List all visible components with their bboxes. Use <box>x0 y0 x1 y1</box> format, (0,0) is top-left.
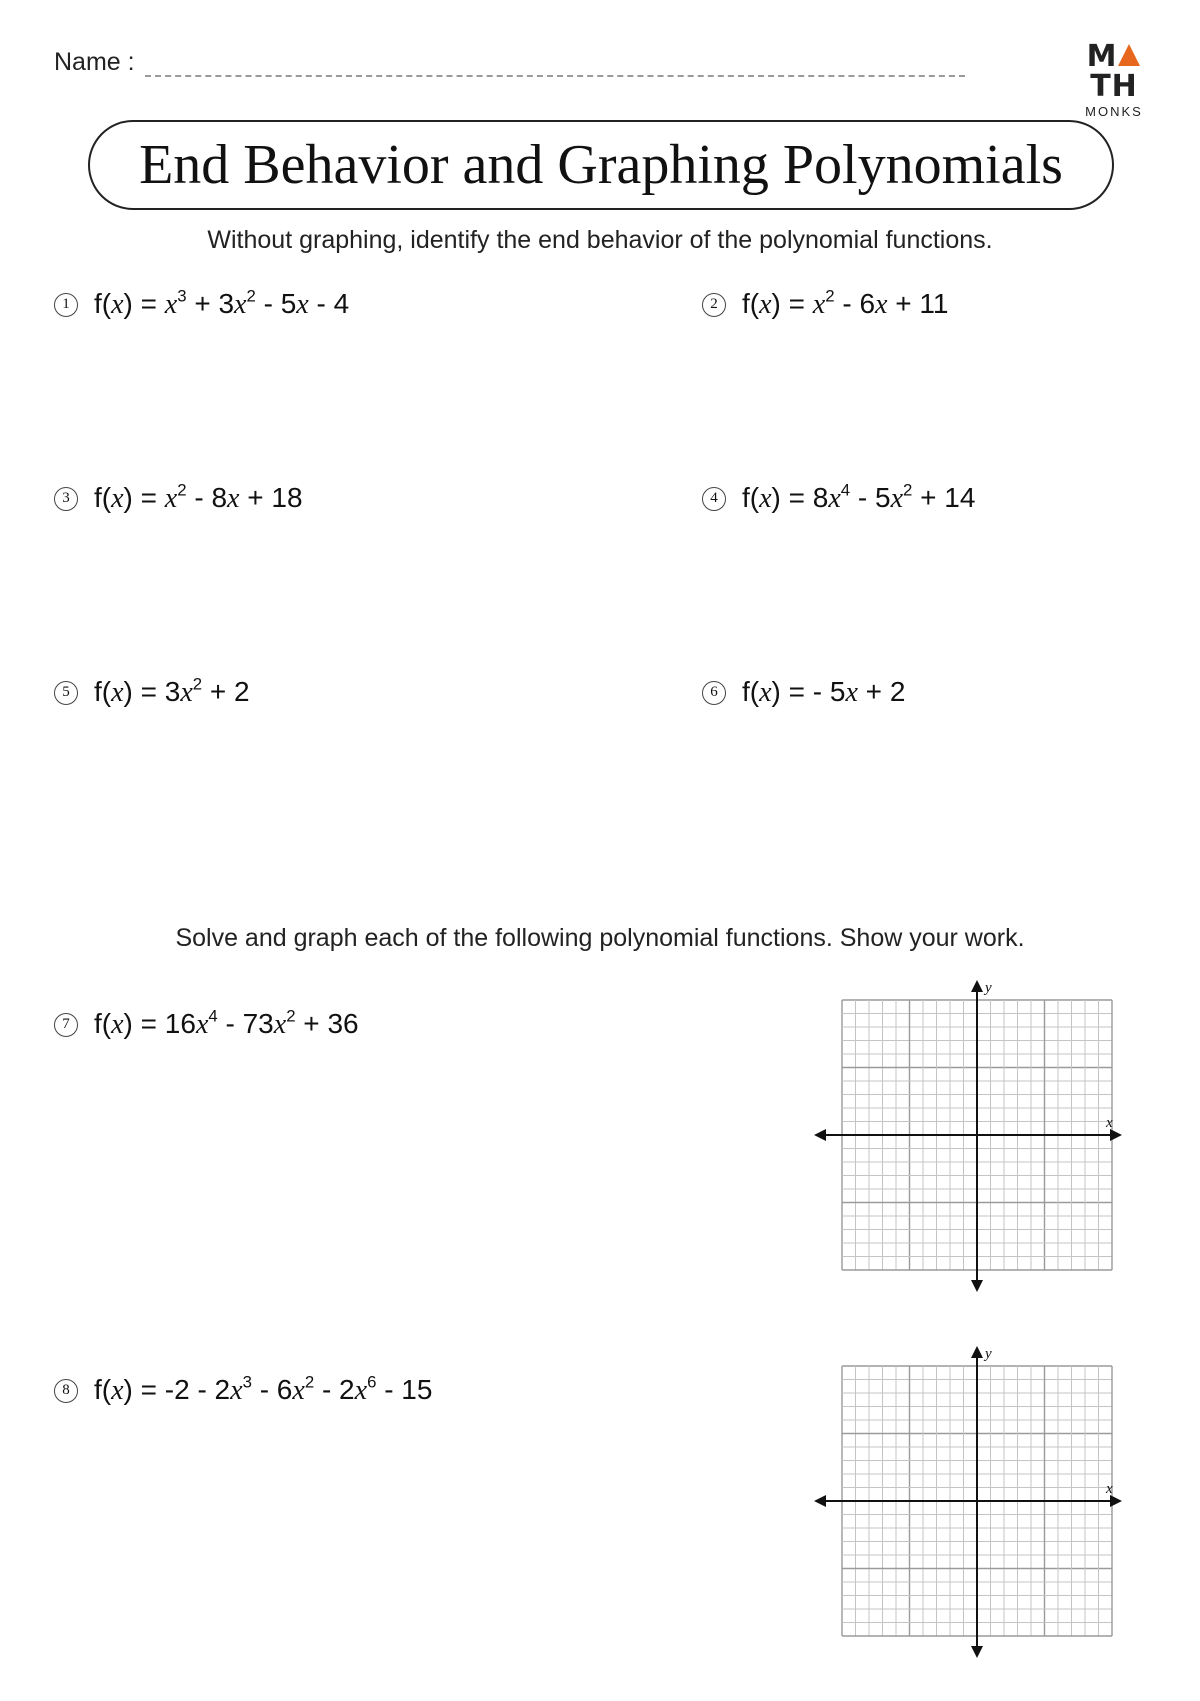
problem-expression: f(x) = - 5x + 2 <box>742 676 906 708</box>
problem-expression: $f(x) = 3x^2 + 2$ <box>94 674 250 708</box>
y-axis-up-arrow-icon <box>971 1346 983 1358</box>
y-axis-down-arrow-icon <box>971 1646 983 1658</box>
problem-number-badge: 7 <box>54 1013 78 1037</box>
problem-expression: $f(x) = -2 - 2x^3 - 6x^2 - 2x^6 - 15$ <box>94 1372 433 1406</box>
logo-text: MTH <box>1087 39 1142 104</box>
y-axis-down-arrow-icon <box>971 1280 983 1292</box>
coordinate-grid-2[interactable] <box>812 1346 1124 1658</box>
y-axis-label: y <box>985 1346 992 1362</box>
problem-6 <box>702 676 905 709</box>
problem-expression: $f(x) = 16x^4 - 73x^2 + 36$ <box>94 1006 359 1040</box>
problem-expression: $f(x) = x^3 + 3x^2 - 5x - 4$ <box>94 286 350 320</box>
name-label: Name : <box>54 48 135 76</box>
math-monks-logo <box>1066 39 1162 119</box>
name-input-line[interactable] <box>145 53 965 77</box>
y-axis-label: y <box>985 980 992 996</box>
problem-number-badge: 4 <box>702 487 726 511</box>
problem-2 <box>702 288 948 321</box>
x-axis-label: x <box>1106 1115 1113 1131</box>
problem-4 <box>702 482 975 515</box>
problem-expression: $f(x) = 8x^4 - 5x^2 + 14$ <box>742 480 976 514</box>
problem-1 <box>54 288 349 321</box>
section2-instruction: Solve and graph each of the following polynomial functions. Show your work. <box>175 924 1025 952</box>
problem-number-badge: 8 <box>54 1379 78 1403</box>
problem-number-badge: 2 <box>702 293 726 317</box>
problem-7 <box>54 1008 359 1041</box>
page-title: End Behavior and Graphing Polynomials <box>139 134 1063 196</box>
section1-instruction: Without graphing, identify the end behavior of the polynomial functions. <box>207 226 993 254</box>
y-axis-up-arrow-icon <box>971 980 983 992</box>
x-axis-left-arrow-icon <box>814 1495 826 1507</box>
problem-number-badge: 3 <box>54 487 78 511</box>
problem-5 <box>54 676 250 709</box>
x-axis-left-arrow-icon <box>814 1129 826 1141</box>
name-row <box>54 48 965 77</box>
coordinate-grid-1[interactable] <box>812 980 1124 1292</box>
problem-8 <box>54 1374 432 1407</box>
problem-number-badge: 6 <box>702 681 726 705</box>
problem-number-badge: 1 <box>54 293 78 317</box>
logo-sub-text: MONKS <box>1085 104 1143 119</box>
title-box <box>88 120 1114 210</box>
problem-expression: $f(x) = x^2 - 6x + 11$ <box>742 286 949 320</box>
problem-number-badge: 5 <box>54 681 78 705</box>
logo-main-text <box>1066 39 1162 104</box>
problem-3 <box>54 482 303 515</box>
logo-triangle-icon <box>1118 44 1140 66</box>
x-axis-label: x <box>1106 1481 1113 1497</box>
problem-expression: $f(x) = x^2 - 8x + 18$ <box>94 480 303 514</box>
